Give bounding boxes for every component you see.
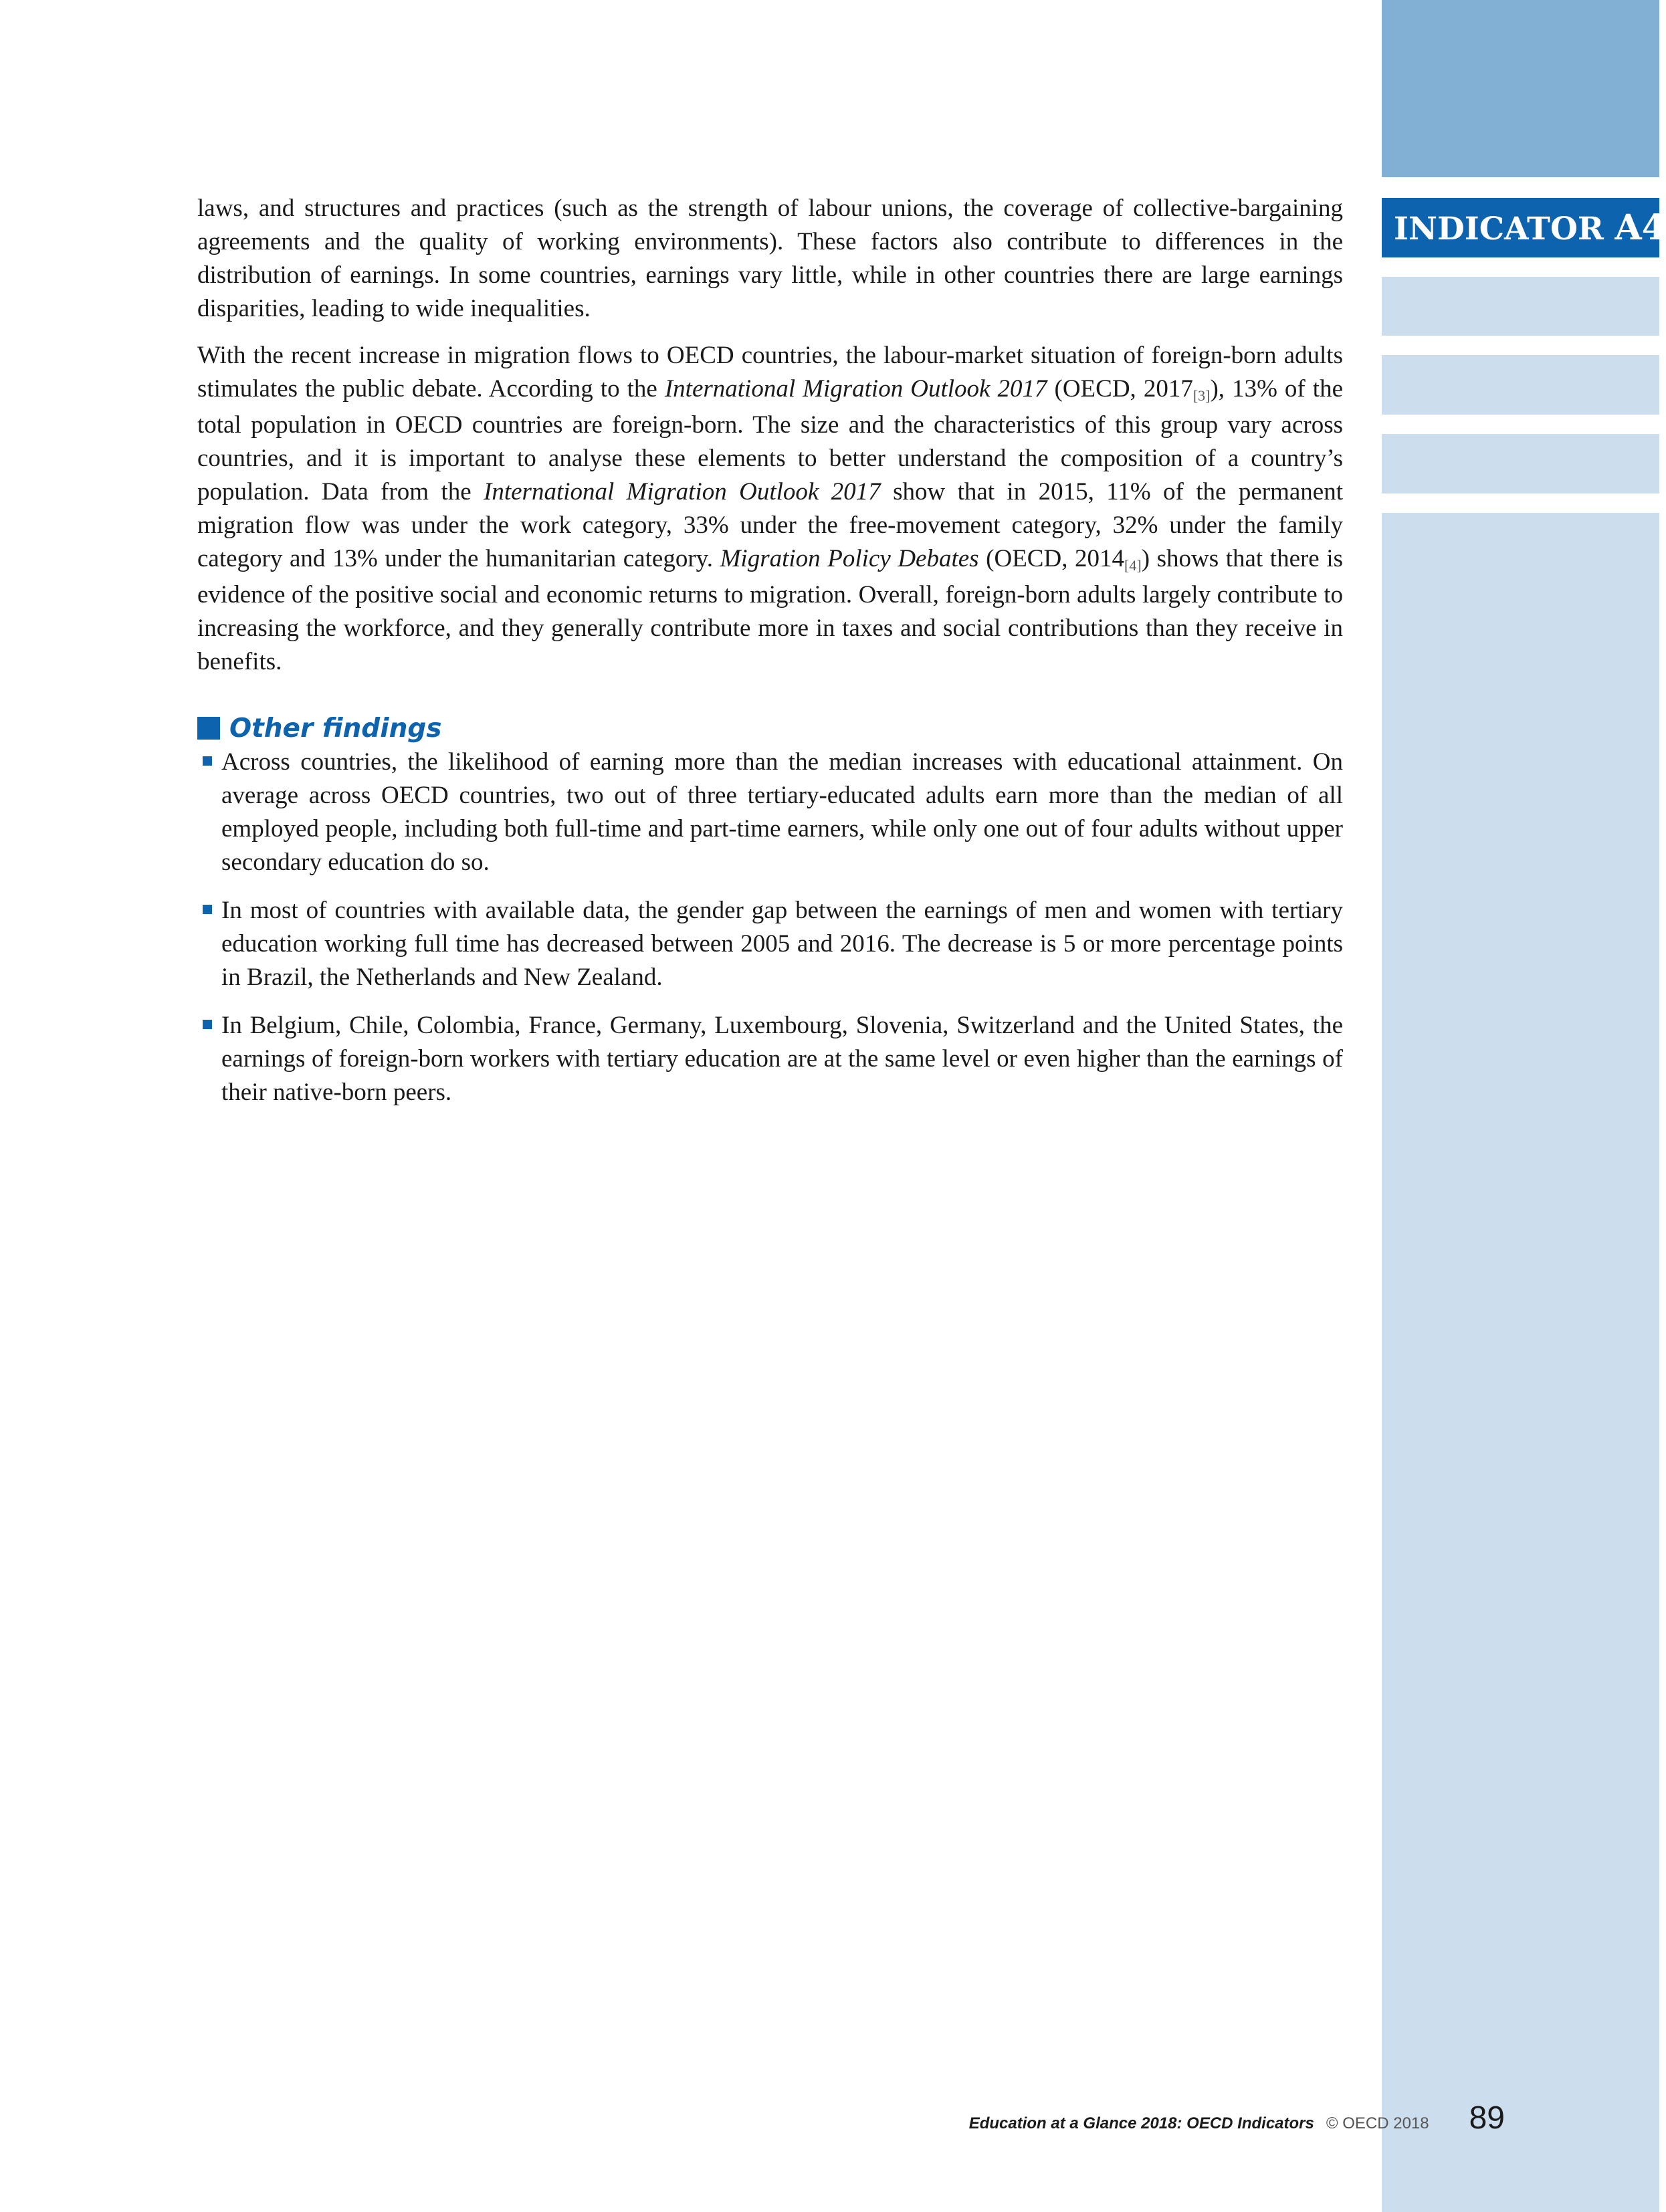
sidebar-divider: [1382, 415, 1659, 434]
bullet-icon: [203, 756, 212, 766]
list-item: [197, 1009, 1343, 1109]
reference-link[interactable]: [4]: [1124, 557, 1142, 574]
publication-title-footer: Education at a Glance 2018: OECD Indicators: [968, 2114, 1314, 2132]
publication-title: Migration Policy Debates: [720, 545, 979, 572]
sidebar-divider: [1382, 257, 1659, 277]
square-bullet-icon: [197, 717, 220, 740]
publication-title: International Migration Outlook 2017: [484, 478, 881, 506]
text-run: With the recent increase in migration flows to OECD countries, the labour-market situation of foreign-born adults stimulates the public debate. According to the: [197, 342, 1343, 403]
bullet-icon: [203, 1020, 212, 1029]
bullet-icon: [203, 905, 212, 914]
sidebar-top-block: [1382, 0, 1659, 177]
paragraph-earnings-factors: laws, and structures and practices (such as the strength of labour unions, the coverage of collective-bargaining agreements and the quality of working environments). These factors also contribute to differences in the distribution of earnings. In some countries, earnings vary little, while in other countries there are large earnings disparities, leading to wide inequalities.: [197, 195, 1343, 322]
text-run: ) shows that there is evidence of the positive social and economic returns to migration. Overall, foreign-born adults largely contribute to increasing the workforce, and they generally contribute more in taxes and social contributions than they receive in benefits.: [197, 545, 1343, 675]
text-run: ), 13% of the total population in OECD countries are foreign-born. The size and the characteristics of this group vary across countries, and it is important to analyse these elements to better understand the composition of a country’s population. Data from the: [197, 375, 1343, 506]
paragraph-migration: [197, 339, 1343, 679]
list-item-text: Across countries, the likelihood of earning more than the median increases with educational attainment. On average across OECD countries, two out of three tertiary-educated adults earn more than the median of all employed people, including both full-time and part-time earners, while only one out of four adults without upper secondary education do so.: [221, 748, 1343, 876]
list-item: [197, 746, 1343, 879]
text-run: (OECD, 2014: [978, 545, 1125, 572]
text-run: show that in 2015, 11% of the permanent migration flow was under the work category, 33% under the free-movement category, 32% under the family category and 13% under the humanitarian category.: [197, 478, 1343, 572]
other-findings-heading: [197, 711, 1343, 746]
list-item-text: In most of countries with available data, the gender gap between the earnings of men and women with tertiary education working full time has decreased between 2005 and 2016. The decrease is 5 or more percentage points in Brazil, the Netherlands and New Zealand.: [221, 897, 1343, 991]
copyright: © OECD 2018: [1326, 2114, 1429, 2132]
sidebar-divider: [1382, 177, 1659, 198]
indicator-code: A4: [1615, 207, 1666, 248]
main-content: [197, 192, 1343, 1124]
sidebar-divider: [1382, 493, 1659, 513]
indicator-tab: [1382, 198, 1666, 257]
page-footer: [869, 2100, 1505, 2146]
indicator-label: INDICATOR: [1394, 211, 1604, 247]
section-title: Other findings: [229, 713, 442, 744]
publication-title: International Migration Outlook 2017: [664, 375, 1047, 403]
page-number: 89: [1469, 2100, 1505, 2136]
reference-link[interactable]: [3]: [1192, 387, 1211, 404]
text-run: (OECD, 2017: [1047, 375, 1193, 403]
sidebar: [1382, 0, 1666, 2212]
list-item: [197, 894, 1343, 994]
sidebar-divider: [1382, 336, 1659, 355]
list-item-text: In Belgium, Chile, Colombia, France, Germany, Luxembourg, Slovenia, Switzerland and the United States, the earnings of foreign-born workers with tertiary education are at the same level or even higher than the earnings of their native-born peers.: [221, 1012, 1343, 1106]
